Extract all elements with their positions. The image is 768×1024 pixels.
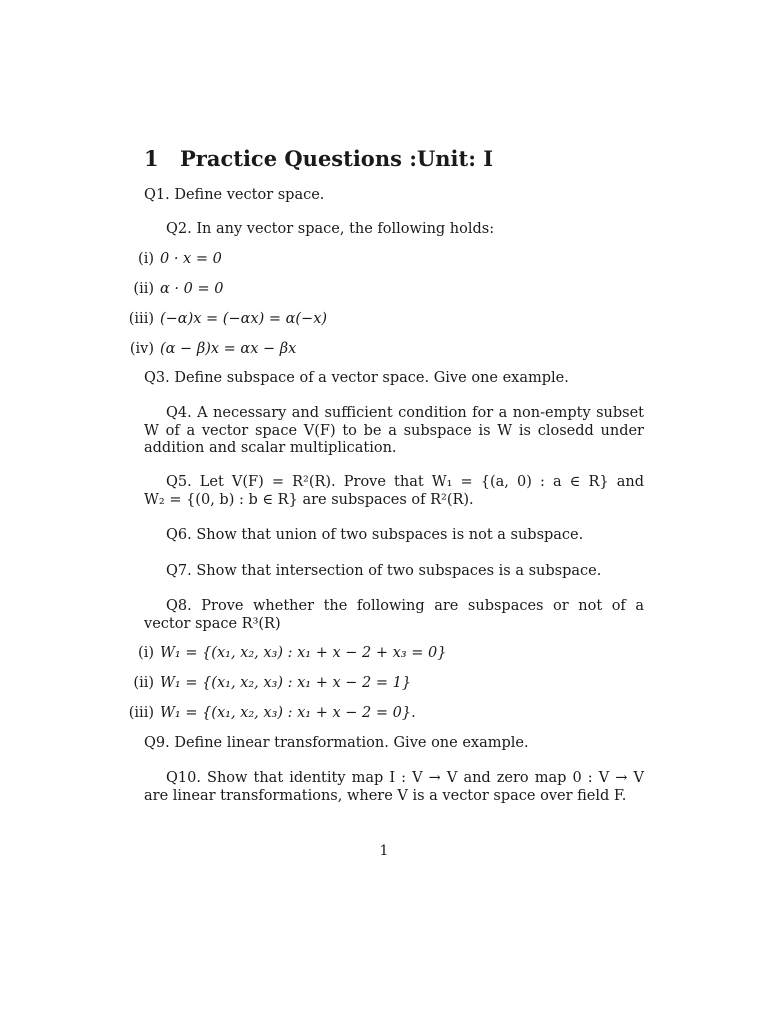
section-title: Practice Questions :Unit: I: [180, 146, 494, 171]
q2-item-3: [120, 311, 327, 327]
question-5-line-2: W₂ = {(0, b) : b ∈ R} are subspaces of R²(R).: [144, 492, 474, 508]
q8-item-3-expr: W₁ = {(x₁, x₂, x₃) : x₁ + x − 2 = 0}.: [160, 705, 416, 721]
q8-item-3-label: (iii): [128, 705, 154, 721]
q2-item-4: [120, 341, 296, 357]
q8-item-2-expr: W₁ = {(x₁, x₂, x₃) : x₁ + x − 2 = 1}: [160, 675, 412, 691]
q2-item-1-expr: 0 · x = 0: [160, 251, 222, 267]
question-1: Q1. Define vector space.: [144, 187, 325, 203]
q8-item-1: [120, 645, 446, 661]
q8-item-1-expr: W₁ = {(x₁, x₂, x₃) : x₁ + x − 2 + x₃ = 0}: [160, 645, 447, 661]
q8-item-1-label: (i): [138, 645, 154, 661]
question-10: Q10. Show that identity map I : V → V and zero map 0 : V → V are linear transformations, where V is a vector space over field F.: [144, 770, 644, 804]
question-2: Q2. In any vector space, the following holds:: [166, 221, 495, 237]
question-3: Q3. Define subspace of a vector space. Give one example.: [144, 370, 569, 386]
q2-item-1-label: (i): [138, 251, 154, 267]
q2-item-2: [120, 281, 223, 297]
q8-item-3: [120, 705, 416, 721]
q8-item-2-label: (ii): [133, 675, 154, 691]
question-5-line-1: Q5. Let V(F) = R²(R). Prove that W₁ = {(a, 0) : a ∈ R} and: [166, 474, 644, 490]
q2-item-4-label: (iv): [129, 341, 154, 357]
question-7: Q7. Show that intersection of two subspaces is a subspace.: [166, 563, 602, 579]
q2-item-4-expr: (α − β)x = αx − βx: [160, 341, 297, 357]
q2-item-3-expr: (−α)x = (−αx) = α(−x): [160, 311, 328, 327]
q2-item-2-label: (ii): [133, 281, 154, 297]
question-9: Q9. Define linear transformation. Give one example.: [144, 735, 529, 751]
question-4: Q4. A necessary and sufficient condition for a non-empty subset W of a vector space V(F) to be a subspace is W is closedd under addition and scalar multiplication.: [144, 405, 644, 456]
q2-item-3-label: (iii): [128, 311, 154, 327]
question-6: Q6. Show that union of two subspaces is not a subspace.: [166, 527, 584, 543]
section-number: 1: [144, 146, 159, 171]
q8-item-2: [120, 675, 411, 691]
q2-item-2-expr: α · 0 = 0: [160, 281, 224, 297]
question-8: Q8. Prove whether the following are subspaces or not of a vector space R³(R): [144, 598, 644, 632]
page-number: 1: [379, 843, 389, 859]
section-heading: [144, 146, 493, 171]
q2-item-1: [120, 251, 222, 267]
